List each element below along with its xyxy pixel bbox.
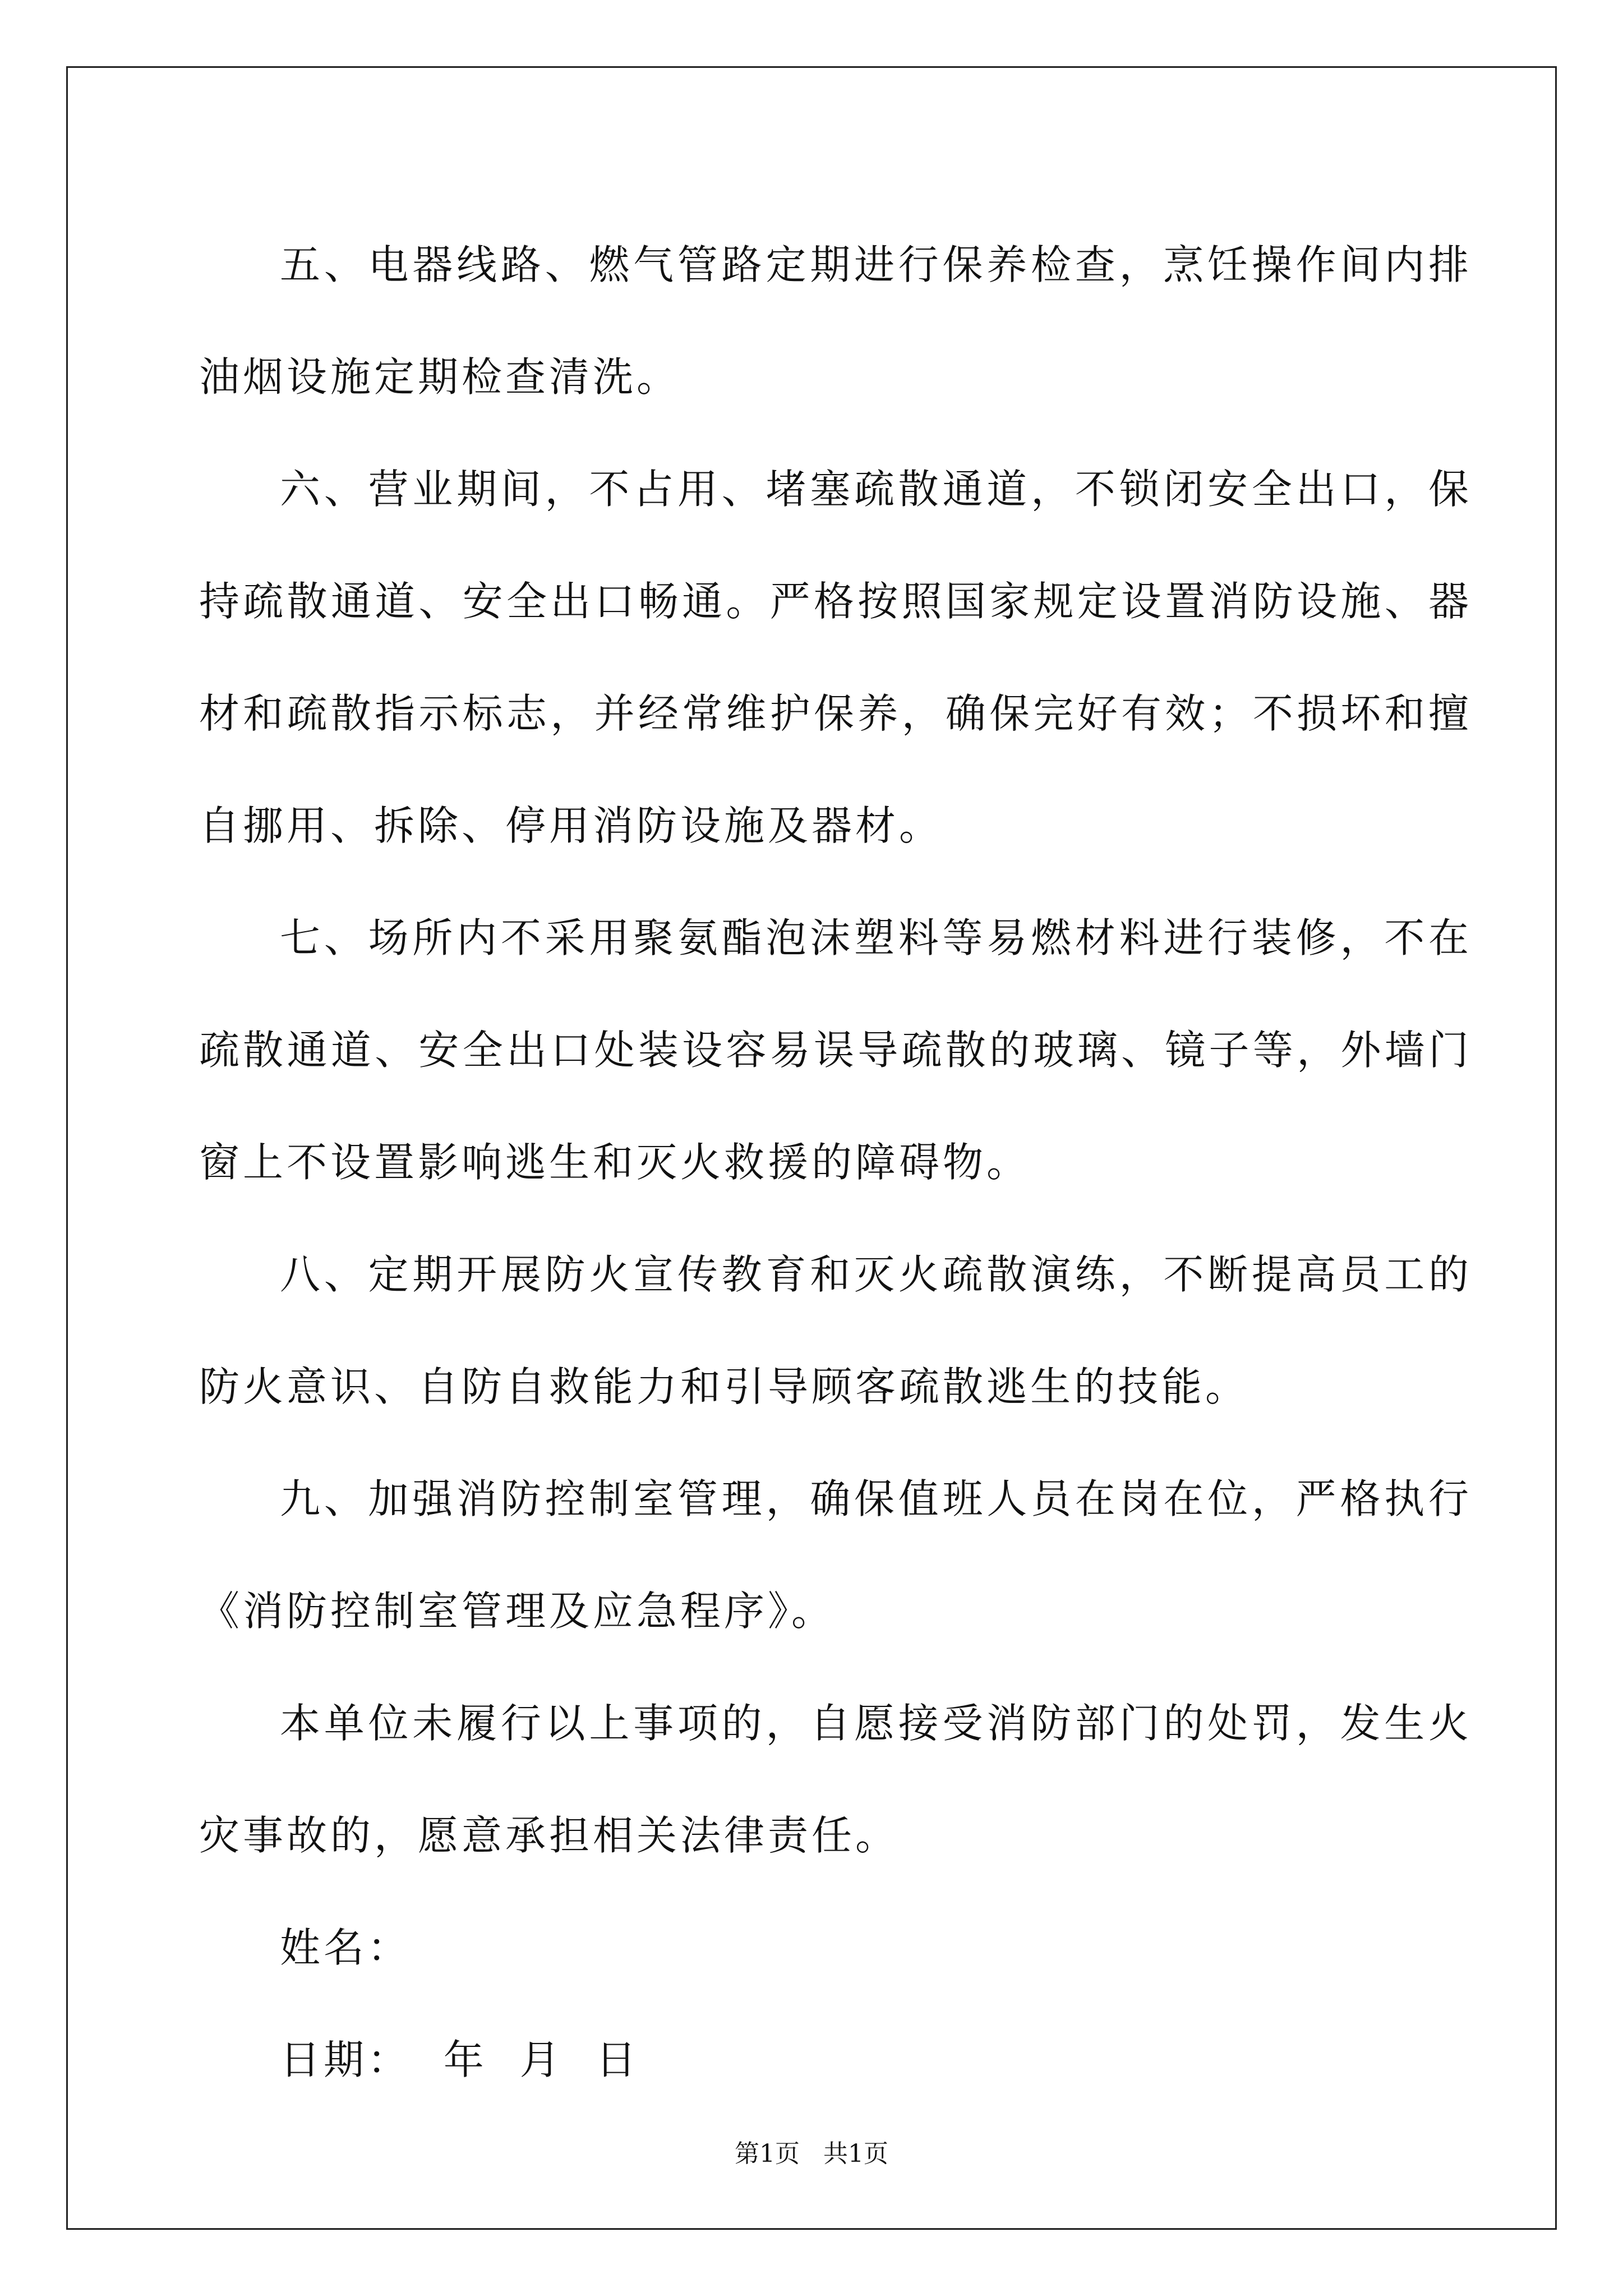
page-footer: 第1页 共1页 xyxy=(735,2139,888,2168)
paragraph-item-9: 九、加强消防控制室管理，确保值班人员在岗在位，严格执行《消防控制室管理及应急程序》。 xyxy=(199,1475,1472,1635)
name-field-label: 姓名： xyxy=(280,1924,412,1971)
document-body xyxy=(199,209,1472,2116)
paragraph-item-8: 八、定期开展防火宣传教育和灭火疏散演练，不断提高员工的防火意识、自防自救能力和引导顾客疏散逃生的技能。 xyxy=(199,1251,1472,1410)
paragraph-item-6: 六、营业期间，不占用、堵塞疏散通道，不锁闭安全出口，保持疏散通道、安全出口畅通。严格按照国家规定设置消防设施、器材和疏散指示标志，并经常维护保养，确保完好有效；不损坏和擅自挪用、拆除、停用消防设施及器材。 xyxy=(199,466,1472,849)
paragraph-item-7: 七、场所内不采用聚氨酯泡沫塑料等易燃材料进行装修，不在疏散通道、安全出口处装设容易误导疏散的玻璃、镜子等，外墙门窗上不设置影响逃生和灭火救援的障碍物。 xyxy=(199,914,1472,1186)
paragraph-liability: 本单位未履行以上事项的，自愿接受消防部门的处罚，发生火灾事故的，愿意承担相关法律责任。 xyxy=(199,1700,1472,1859)
date-field-label: 日期： 年 月 日 xyxy=(280,2036,640,2083)
paragraph-item-5: 五、电器线路、燃气管路定期进行保养检查，烹饪操作间内排油烟设施定期检查清洗。 xyxy=(199,241,1472,401)
